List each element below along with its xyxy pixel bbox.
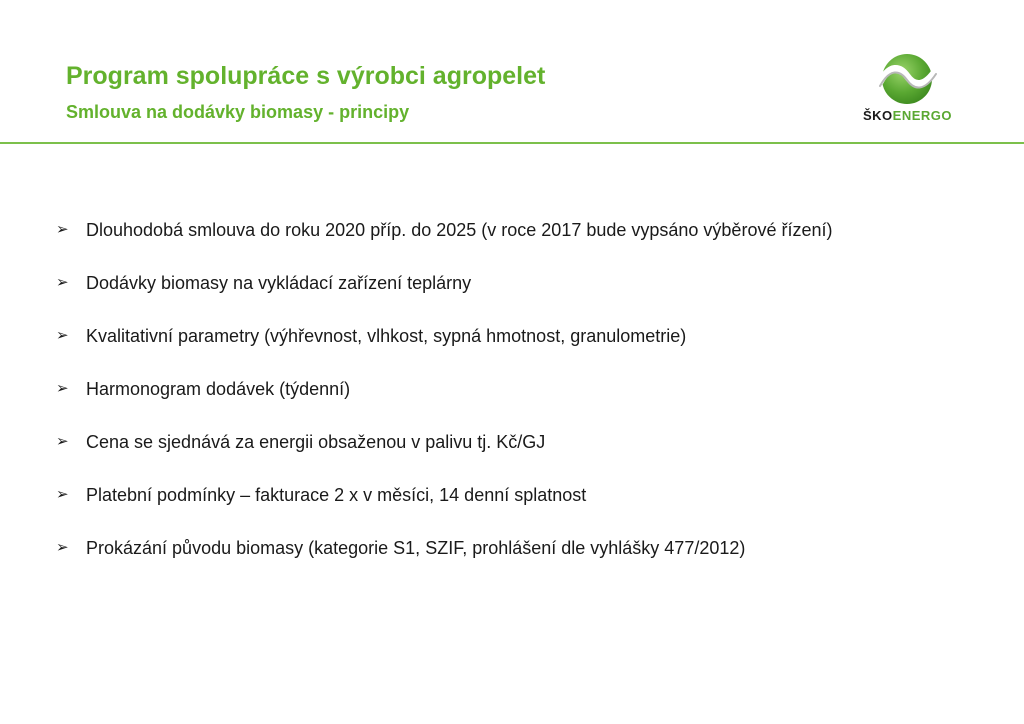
bullet-text: Dodávky biomasy na vykládací zařízení teplárny <box>86 273 472 293</box>
arrow-bullet-icon: ➢ <box>56 327 69 344</box>
bullet-item <box>56 218 832 271</box>
bullet-item <box>56 324 832 377</box>
arrow-bullet-icon: ➢ <box>56 486 69 503</box>
bullet-item <box>56 377 832 430</box>
arrow-bullet-icon: ➢ <box>56 539 69 556</box>
skoenergo-logo-icon <box>876 52 938 106</box>
slide-title: Program spolupráce s výrobci agropelet <box>66 62 546 90</box>
header-divider <box>0 142 1024 144</box>
arrow-bullet-icon: ➢ <box>56 274 69 291</box>
bullet-item <box>56 483 832 536</box>
logo-text-part2: ENERGO <box>892 108 952 123</box>
bullet-text: Prokázání původu biomasy (kategorie S1, SZIF, prohlášení dle vyhlášky 477/2012) <box>86 538 746 558</box>
bullet-text: Dlouhodobá smlouva do roku 2020 příp. do 2025 (v roce 2017 bude vypsáno výběrové řízení) <box>86 220 833 240</box>
bullet-text: Kvalitativní parametry (výhřevnost, vlhkost, sypná hmotnost, granulometrie) <box>86 326 687 346</box>
arrow-bullet-icon: ➢ <box>56 433 69 450</box>
logo-wordmark <box>850 108 965 123</box>
bullet-item <box>56 271 832 324</box>
bullet-text: Platební podmínky – fakturace 2 x v měsíci, 14 denní splatnost <box>86 485 587 505</box>
bullet-list <box>56 218 832 589</box>
logo-text-part1: ŠKO <box>862 108 893 123</box>
slide-subtitle: Smlouva na dodávky biomasy - principy <box>66 102 410 122</box>
bullet-item <box>56 536 832 589</box>
arrow-bullet-icon: ➢ <box>56 221 69 238</box>
bullet-text: Harmonogram dodávek (týdenní) <box>86 379 351 399</box>
arrow-bullet-icon: ➢ <box>56 380 69 397</box>
company-logo <box>850 52 965 128</box>
bullet-item <box>56 430 832 483</box>
bullet-text: Cena se sjednává za energii obsaženou v palivu tj. Kč/GJ <box>86 432 546 452</box>
